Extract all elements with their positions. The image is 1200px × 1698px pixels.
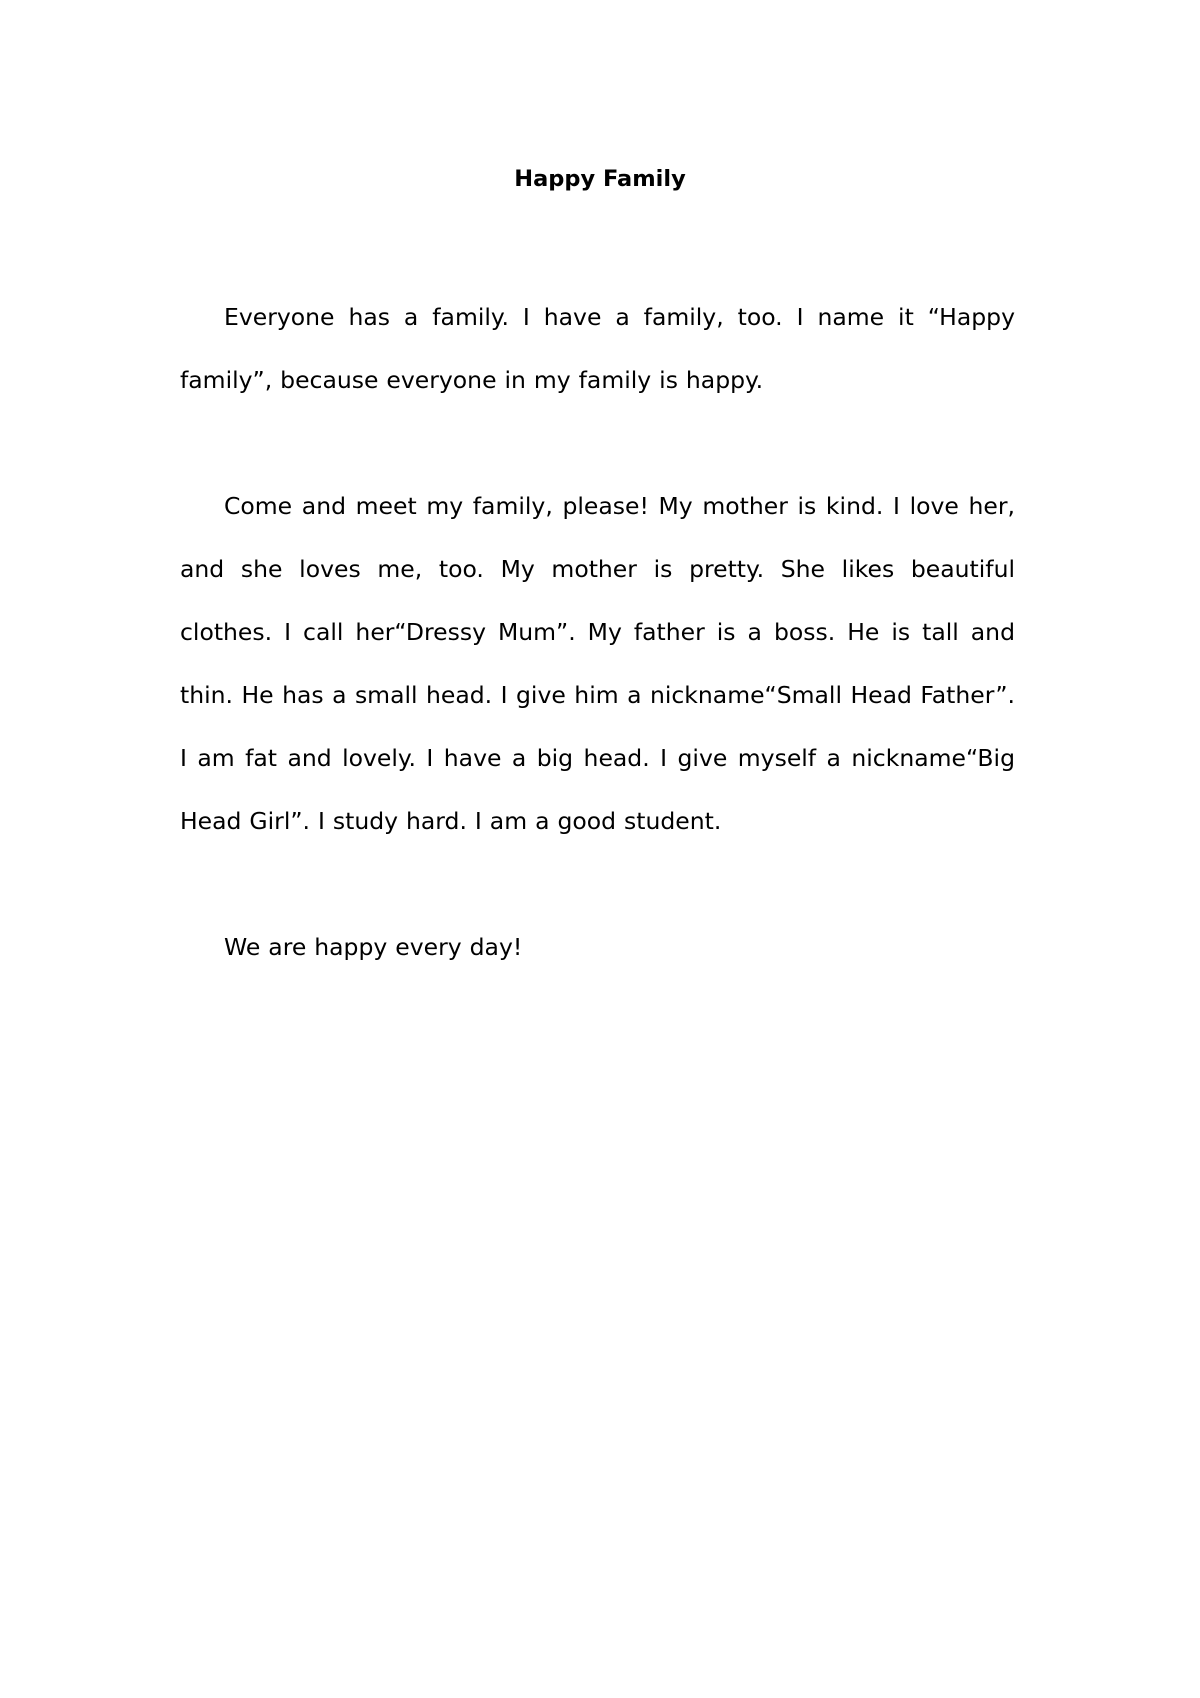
paragraph-conclusion: We are happy every day! <box>224 933 523 961</box>
paragraph-intro: Everyone has a family. I have a family, too. I name it “Happy family”, because everyone in my family is happy. <box>180 303 1015 394</box>
document-body <box>180 286 1015 979</box>
document-title: Happy Family <box>514 166 686 192</box>
paragraph-family-members: Come and meet my family, please! My mother is kind. I love her, and she loves me, too. My mother is pretty. She likes beautiful clothes. I call her“Dressy Mum”. My father is a boss. He is tall and thin. He has a small head. I give him a nickname“Small Head Father”. I am fat and lovely. I have a big head. I give myself a nickname“Big Head Girl”. I study hard. I am a good student. <box>180 492 1015 835</box>
